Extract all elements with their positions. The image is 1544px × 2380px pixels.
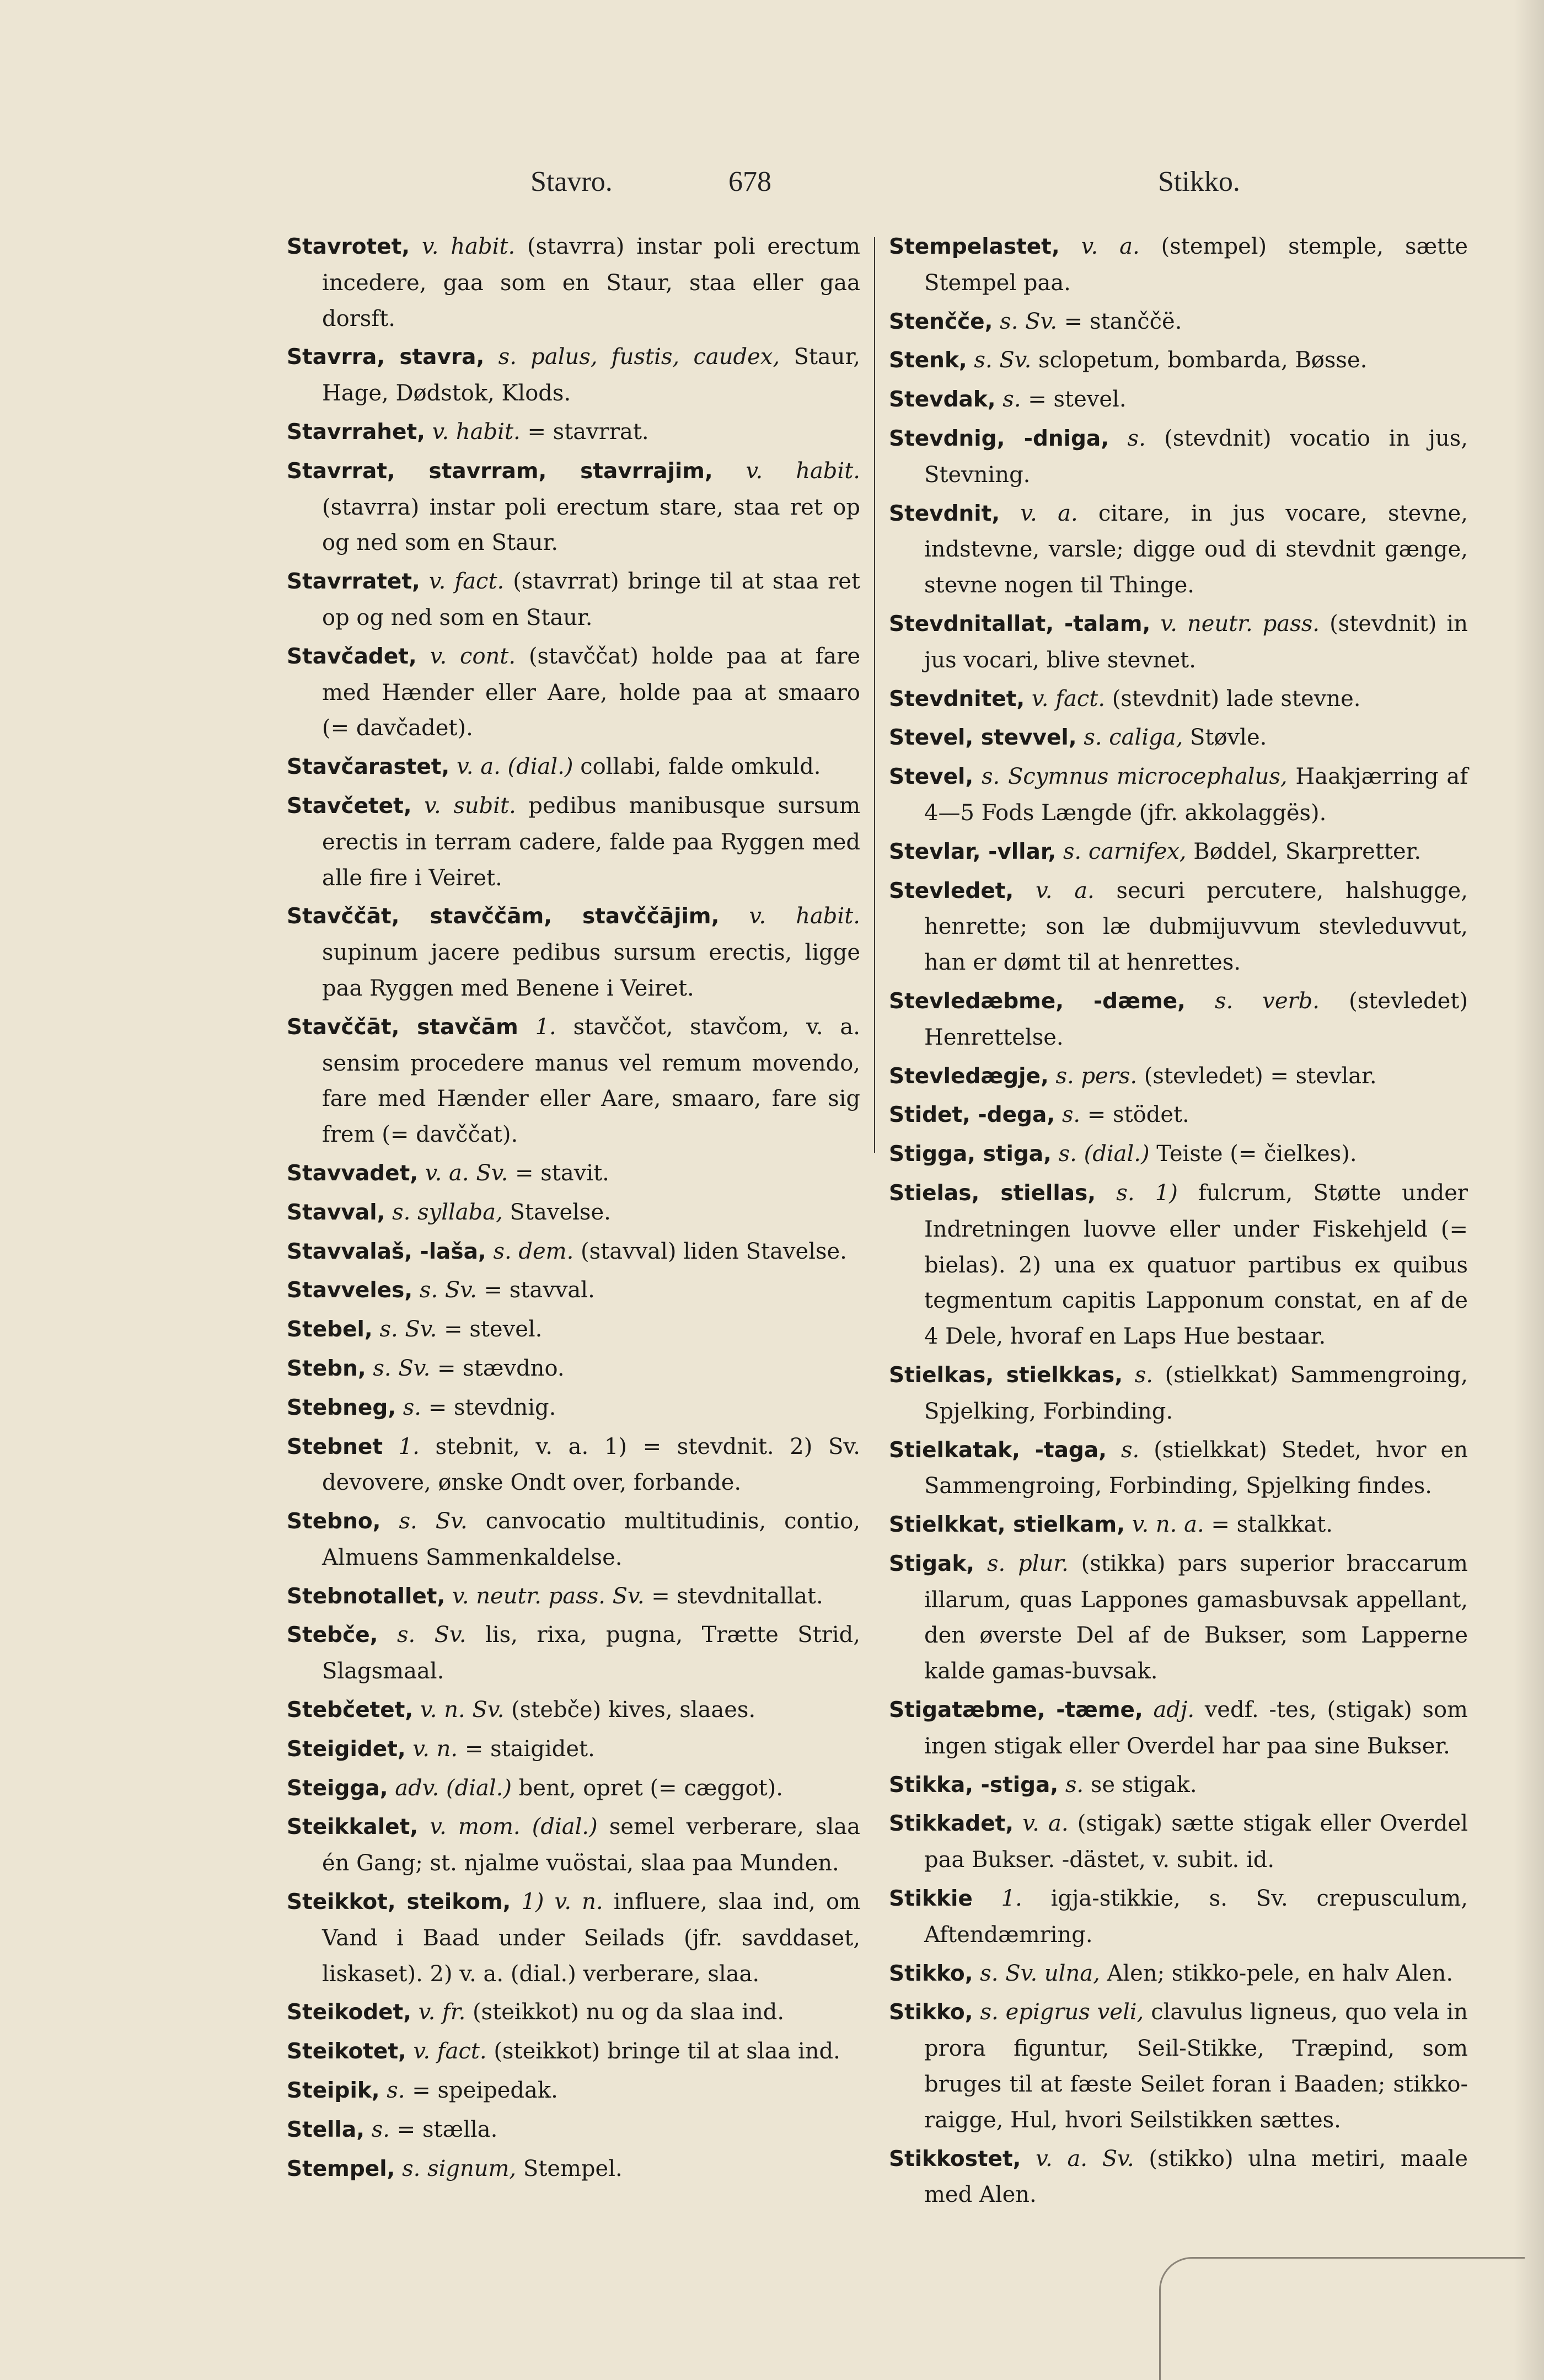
entry-grammar: s. Sv. <box>366 1355 431 1381</box>
entry-headword: Stavveles, <box>287 1278 413 1303</box>
dictionary-entry <box>889 304 1468 340</box>
entry-grammar: s. Sv. <box>412 1277 477 1303</box>
entry-headword: Steikkalet, <box>287 1815 419 1840</box>
entry-grammar: s. Sv. <box>380 1509 468 1534</box>
entry-headword: Stebel, <box>287 1317 373 1343</box>
dictionary-entry <box>889 1692 1468 1764</box>
entry-definition: = stavrrat. <box>520 419 649 445</box>
dictionary-entry <box>889 343 1468 379</box>
entry-definition: (stikko) ulna metiri, maale med Alen. <box>924 2146 1468 2208</box>
entry-headword: Steikotet, <box>287 2039 406 2065</box>
entry-definition: = stevdnig. <box>421 1394 556 1420</box>
entry-definition: Haakjærring af 4—5 Fods Længde (jfr. akkolaggës). <box>924 764 1468 826</box>
entry-definition: = stödet. <box>1080 1102 1189 1128</box>
dictionary-entry <box>287 1195 860 1231</box>
dictionary-entry <box>287 788 860 896</box>
entry-definition: = staigidet. <box>458 1736 595 1762</box>
entry-definition: (stavrrat) bringe til at staa ret op og ned som en Staur. <box>322 569 860 630</box>
entry-headword: Stebčetet, <box>287 1698 414 1723</box>
entry-grammar: s. pers. <box>1048 1063 1138 1089</box>
entry-headword: Stikkie <box>889 1886 973 1912</box>
dictionary-entry <box>287 1390 860 1426</box>
entry-grammar: v. n. <box>405 1736 458 1762</box>
entry-definition: = stanččë. <box>1057 308 1182 334</box>
dictionary-entry <box>287 1617 860 1689</box>
entry-headword: Stenčče, <box>889 309 993 334</box>
entry-grammar: s. Sv. ulna, <box>973 1960 1100 1986</box>
entry-grammar: s. <box>364 2116 390 2142</box>
entry-headword: Stavrrat, stavrram, stavrrajim, <box>287 458 713 484</box>
entry-definition: (stavrra) instar poli erectum stare, staa ret op og ned som en Staur. <box>322 494 860 556</box>
dictionary-entry <box>889 1507 1468 1543</box>
dictionary-entry <box>889 1546 1468 1689</box>
entry-definition: stavččot, stavčom, v. a. sensim procedere manus vel remum movendo, fare med Hænder eller Aare, smaaro, fare sig frem (= davččat). <box>322 1014 860 1148</box>
entry-grammar: s. Sv. <box>372 1317 437 1343</box>
entry-definition: (stevdnit) in jus vocari, blive stevnet. <box>924 611 1468 673</box>
entry-definition: = stevel. <box>1021 387 1127 413</box>
dictionary-entry <box>889 2141 1468 2213</box>
entry-headword: Stebnotallet, <box>287 1584 446 1609</box>
entry-definition: (stigak) sætte stigak eller Overdel paa Bukser. -dästet, v. subit. id. <box>924 1811 1468 1873</box>
entry-definition: (steikkot) bringe til at slaa ind. <box>486 2039 840 2065</box>
entry-grammar: s. 1) <box>1096 1180 1178 1206</box>
entry-definition: pedibus manibusque sursum erectis in terram cadere, falde paa Ryggen med alle fire i Veiret. <box>322 793 860 891</box>
entry-definition: (stebče) kives, slaaes. <box>504 1697 756 1723</box>
entry-definition: Alen; stikko-pele, en halv Alen. <box>1100 1960 1454 1986</box>
entry-headword: Stielas, stiellas, <box>889 1180 1096 1206</box>
entry-definition: igja-stikkie, s. Sv. crepusculum, Aftendæmring. <box>924 1886 1468 1948</box>
entry-definition: (stavrra) instar poli erectum incedere, gaa som en Staur, staa eller gaa dorsft. <box>322 234 860 331</box>
entry-grammar: v. n. Sv. <box>413 1697 505 1723</box>
entry-definition: (stielkkat) Stedet, hvor en Sammengroing, Forbinding, Spjelking findes. <box>924 1437 1468 1499</box>
entry-grammar: 1. <box>972 1886 1022 1912</box>
entry-grammar: s. syllaba, <box>385 1199 503 1225</box>
entry-grammar: s. (dial.) <box>1051 1141 1150 1167</box>
entry-grammar: s. plur. <box>974 1550 1069 1576</box>
dictionary-entry <box>287 1994 860 2031</box>
dictionary-entry <box>889 229 1468 301</box>
entry-grammar: s. <box>1106 1437 1140 1463</box>
entry-definition: = stavit. <box>508 1160 609 1186</box>
dictionary-entry <box>287 229 860 336</box>
dictionary-entry <box>287 1771 860 1807</box>
entry-definition: (stevdnit) lade stevne. <box>1105 686 1361 712</box>
dictionary-entry <box>287 1312 860 1348</box>
entry-headword: Steigga, <box>287 1775 388 1801</box>
entry-grammar: s. <box>379 2078 405 2104</box>
dictionary-entry <box>287 639 860 746</box>
entry-definition: supinum jacere pedibus sursum erectis, ligge paa Ryggen med Benene i Veiret. <box>322 940 860 1001</box>
entry-headword: Stevel, stevvel, <box>889 725 1077 751</box>
dictionary-entry <box>889 983 1468 1056</box>
entry-headword: Stavrra, stavra, <box>287 345 485 370</box>
dictionary-entry <box>889 1881 1468 1953</box>
entry-grammar: v. fact. <box>420 569 505 595</box>
entry-definition: Stempel. <box>516 2156 623 2181</box>
entry-headword: Stenk, <box>889 348 967 373</box>
entry-headword: Stikka, -stiga, <box>889 1772 1059 1798</box>
entry-headword: Stevlar, -vllar, <box>889 839 1057 864</box>
entry-definition: sclopetum, bombarda, Bøsse. <box>1031 347 1368 373</box>
entry-grammar: v. fact. <box>1025 686 1106 712</box>
entry-grammar: v. a. (dial.) <box>449 754 573 780</box>
entry-headword: Stigak, <box>889 1551 975 1576</box>
dictionary-entry <box>287 1579 860 1615</box>
entry-headword: Stavčetet, <box>287 793 412 819</box>
entry-grammar: s. <box>1058 1772 1084 1798</box>
entry-headword: Stavččāt, stavčām <box>287 1014 518 1040</box>
entry-grammar: v. n. a. <box>1124 1512 1204 1538</box>
entry-grammar: v. subit. <box>411 793 516 819</box>
entry-grammar: v. habit. <box>425 419 521 445</box>
dictionary-entry <box>889 834 1468 870</box>
entry-grammar: s. <box>396 1394 422 1420</box>
entry-definition: (stikka) pars superior braccarum illarum, quas Lappones gamasbuvsak appellant, den øverste Del af de Bukser, som Lapperne kalde gamas-buvsak. <box>924 1550 1468 1684</box>
entry-headword: Stavččāt, stavččām, stavččājim, <box>287 904 720 929</box>
entry-headword: Stavrotet, <box>287 234 410 259</box>
entry-grammar: v. neutr. pass. Sv. <box>445 1583 645 1609</box>
entry-grammar: v. a. Sv. <box>1021 2146 1134 2172</box>
entry-definition: influere, slaa ind, om Vand i Baad under Seilads (jfr. savddaset, liskaset). 2) v. a. (dial.) verberare, slaa. <box>322 1889 860 1987</box>
entry-definition: securi percutere, halshugge, henrette; son læ dubmijuvvum stevleduvvut, han er dømt til at henrettes. <box>924 878 1468 976</box>
dictionary-entry <box>889 1357 1468 1430</box>
header-right-guideword: Stikko. <box>1158 166 1240 197</box>
entry-headword: Stebče, <box>287 1623 378 1648</box>
dictionary-entry <box>889 382 1468 418</box>
entry-definition: collabi, falde omkuld. <box>573 754 821 780</box>
entry-headword: Stavrrahet, <box>287 419 425 445</box>
entry-grammar: s. Sv. <box>378 1622 467 1648</box>
entry-definition: Stavelse. <box>502 1199 611 1225</box>
entry-headword: Stikkadet, <box>889 1811 1014 1837</box>
dictionary-entry <box>889 1956 1468 1992</box>
entry-definition: (steikkot) nu og da slaa ind. <box>465 1999 785 2025</box>
dictionary-entry <box>287 1009 860 1153</box>
dictionary-entry <box>889 1097 1468 1133</box>
entry-definition: = stevel. <box>437 1317 543 1343</box>
entry-headword: Stevledægje, <box>889 1063 1049 1089</box>
dictionary-entry <box>287 1156 860 1192</box>
entry-headword: Steikodet, <box>287 2000 412 2025</box>
entry-definition: = speipedak. <box>405 2078 558 2104</box>
entry-definition: Bøddel, Skarpretter. <box>1186 838 1422 864</box>
dictionary-entry <box>889 1175 1468 1355</box>
entry-headword: Stikkostet, <box>889 2146 1021 2172</box>
entry-definition: (stavččat) holde paa at fare med Hænder eller Aare, holde paa at smaaro (= davčadet). <box>322 643 860 741</box>
entry-headword: Stevdak, <box>889 387 996 413</box>
entry-grammar: s. verb. <box>1185 988 1320 1014</box>
dictionary-entry <box>287 1731 860 1768</box>
entry-definition: Teiste (= čielkes). <box>1149 1141 1357 1167</box>
entry-grammar: s. <box>1123 1362 1153 1388</box>
dictionary-entry <box>287 453 860 561</box>
entry-grammar: v. a. <box>1014 1811 1069 1837</box>
entry-headword: Stempelastet, <box>889 234 1060 259</box>
entry-grammar: v. a. <box>1000 500 1078 526</box>
dictionary-entry <box>287 1272 860 1309</box>
entry-headword: Stella, <box>287 2117 365 2142</box>
entry-headword: Stevdnit, <box>889 501 1000 526</box>
dictionary-entry <box>287 749 860 785</box>
entry-grammar: v. habit. <box>719 903 860 929</box>
entry-definition: Støvle. <box>1183 725 1267 751</box>
entry-headword: Stikko, <box>889 2000 973 2025</box>
entry-headword: Stavvadet, <box>287 1160 419 1186</box>
dictionary-entry <box>889 759 1468 831</box>
entry-headword: Stavrratet, <box>287 569 420 595</box>
dictionary-entry <box>287 2112 860 2148</box>
entry-grammar: s. caliga, <box>1076 725 1183 751</box>
dictionary-entry <box>287 339 860 411</box>
entry-headword: Stielkkat, stielkam, <box>889 1512 1125 1538</box>
entry-definition: (stielkkat) Sammengroing, Spjelking, Forbinding. <box>924 1362 1468 1424</box>
dictionary-entry <box>287 1351 860 1387</box>
entry-grammar: s. Sv. <box>993 308 1058 334</box>
entry-grammar: s. <box>995 387 1021 413</box>
entry-headword: Stavvalaš, -laša, <box>287 1239 486 1264</box>
entry-headword: Stavčarastet, <box>287 755 450 780</box>
dictionary-entry <box>889 681 1468 718</box>
entry-headword: Stigatæbme, -tæme, <box>889 1698 1143 1723</box>
entry-definition: bent, opret (= cæggot). <box>511 1775 784 1801</box>
entry-definition: = stævdno. <box>430 1355 565 1381</box>
entry-headword: Steikkot, steikom, <box>287 1890 511 1915</box>
entry-headword: Stevdnitallat, -talam, <box>889 611 1151 637</box>
dictionary-entry <box>889 496 1468 603</box>
right-column <box>889 229 1468 2216</box>
entry-grammar: s. epigrus veli, <box>973 1999 1144 2025</box>
entry-headword: Stidet, -dega, <box>889 1103 1055 1128</box>
entry-definition: stebnit, v. a. 1) = stevdnit. 2) Sv. devovere, ønske Ondt over, forbande. <box>322 1434 860 1496</box>
entry-grammar: v. neutr. pass. <box>1150 611 1320 637</box>
dictionary-entry <box>287 1429 860 1501</box>
entry-headword: Steigidet, <box>287 1736 406 1762</box>
entry-headword: Stavčadet, <box>287 644 417 669</box>
entry-grammar: 1) v. n. <box>511 1889 603 1915</box>
entry-headword: Stielkatak, -taga, <box>889 1437 1107 1463</box>
entry-definition: (stevledet) Henrettelse. <box>924 988 1468 1050</box>
entry-grammar: v. habit. <box>410 234 516 259</box>
dictionary-entry <box>889 1994 1468 2138</box>
entry-definition: canvocatio multitudinis, contio, Almuens Sammenkaldelse. <box>322 1509 861 1570</box>
entry-definition: vedf. -tes, (stigak) som ingen stigak eller Overdel har paa sine Bukser. <box>924 1697 1468 1759</box>
entry-grammar: s. signum, <box>395 2156 517 2181</box>
header-left-guideword: Stavro. <box>530 166 613 197</box>
entry-definition: (stavval) liden Stavelse. <box>573 1238 847 1264</box>
entry-definition: = stalkkat. <box>1204 1512 1333 1538</box>
entry-grammar: 1. <box>518 1014 556 1040</box>
entry-grammar: v. fact. <box>406 2039 487 2065</box>
entry-grammar: s. Scymnus microcephalus, <box>973 764 1288 790</box>
entry-grammar: v. a. <box>1059 234 1140 259</box>
entry-headword: Stevdnig, -dniga, <box>889 426 1109 451</box>
entry-definition: (stevledet) = stevlar. <box>1137 1063 1377 1089</box>
running-header <box>0 165 1544 210</box>
entry-grammar: v. fr. <box>411 1999 466 2025</box>
entry-grammar: adv. (dial.) <box>388 1775 512 1801</box>
entry-grammar: v. a. Sv. <box>418 1160 508 1186</box>
entry-grammar: v. mom. (dial.) <box>418 1814 598 1840</box>
dictionary-entry <box>287 2034 860 2070</box>
entry-headword: Stevledet, <box>889 878 1014 903</box>
entry-headword: Stikko, <box>889 1961 973 1986</box>
entry-grammar: s. palus, fustis, caudex, <box>484 344 780 370</box>
entry-headword: Steipik, <box>287 2078 380 2104</box>
entry-headword: Stevel, <box>889 764 974 790</box>
entry-grammar: s. dem. <box>486 1238 574 1264</box>
dictionary-entry <box>889 1767 1468 1804</box>
dictionary-entry <box>287 1504 860 1576</box>
dictionary-entry <box>287 414 860 451</box>
column-divider <box>874 237 875 1153</box>
entry-definition: (stevdnit) vocatio in jus, Stevning. <box>924 425 1468 488</box>
left-column <box>287 229 860 2190</box>
entry-definition: Staur, Hage, Dødstok, Klods. <box>322 344 860 407</box>
dictionary-entry <box>889 421 1468 493</box>
entry-definition: clavulus ligneus, quo vela in prora figuntur, Seil-Stikke, Træpind, som bruges til at fæste Seilet foran i Baaden; stikko-raigge, Hul, hvori Seilstikken sættes. <box>924 1999 1468 2133</box>
dictionary-entry <box>287 1809 860 1881</box>
entry-grammar: 1. <box>382 1434 420 1459</box>
dictionary-entry <box>287 1234 860 1270</box>
entry-headword: Stempel, <box>287 2156 395 2181</box>
entry-definition: citare, in jus vocare, stevne, indstevne, varsle; digge oud di stevdnit gænge, stevne nogen til Thinge. <box>924 500 1468 598</box>
dictionary-entry <box>287 898 860 1006</box>
entry-headword: Stigga, stiga, <box>889 1142 1052 1167</box>
dictionary-entry <box>889 1136 1468 1173</box>
entry-grammar: v. a. <box>1014 878 1095 903</box>
dictionary-entry <box>287 2151 860 2188</box>
dictionary-entry <box>287 2073 860 2109</box>
page-number: 678 <box>728 166 771 197</box>
dictionary-entry <box>287 564 860 636</box>
dictionary-entry <box>889 1432 1468 1505</box>
entry-headword: Stielkas, stielkkas, <box>889 1362 1123 1388</box>
dictionary-entry <box>287 1884 860 1992</box>
entry-headword: Stebno, <box>287 1509 381 1534</box>
entry-headword: Stevdnitet, <box>889 686 1025 712</box>
dictionary-entry <box>889 873 1468 981</box>
entry-definition: = stavval. <box>476 1277 595 1303</box>
dictionary-entry <box>889 1058 1468 1095</box>
entry-grammar: v. habit. <box>712 458 860 484</box>
entry-grammar: adj. <box>1143 1697 1195 1723</box>
entry-definition: semel verberare, slaa én Gang; st. njalme vuöstai, slaa paa Munden. <box>322 1814 860 1876</box>
entry-grammar: s. Sv. <box>967 347 1032 373</box>
entry-definition: se stigak. <box>1084 1772 1197 1798</box>
dictionary-entry <box>889 720 1468 756</box>
entry-headword: Stevledæbme, -dæme, <box>889 988 1186 1014</box>
entry-definition: = stevdnitallat. <box>644 1583 823 1609</box>
page-corner-bracket <box>1159 2257 1525 2380</box>
entry-grammar: s. <box>1055 1102 1081 1128</box>
entry-headword: Stebneg, <box>287 1395 396 1420</box>
dictionary-entry <box>287 1692 860 1729</box>
entry-grammar: s. <box>1109 425 1146 451</box>
entry-headword: Stebn, <box>287 1356 366 1381</box>
entry-definition: = stælla. <box>390 2116 498 2142</box>
entry-definition: fulcrum, Støtte under Indretningen luovve eller under Fiskehjeld (= bielas). 2) una ex quatuor partibus ex quibus tegmentum capitis Lapponum constat, en af de 4 Dele, hvoraf en Laps Hue bestaar. <box>924 1180 1468 1350</box>
entry-definition: (stempel) stemple, sætte Stempel paa. <box>924 234 1468 296</box>
entry-grammar: s. carnifex, <box>1056 838 1187 864</box>
entry-headword: Stebnet <box>287 1434 383 1459</box>
entry-grammar: v. cont. <box>416 643 516 669</box>
dictionary-entry <box>889 1806 1468 1878</box>
entry-definition: lis, rixa, pugna, Trætte Strid, Slagsmaal. <box>322 1622 861 1684</box>
entry-headword: Stavval, <box>287 1200 385 1225</box>
dictionary-entry <box>889 606 1468 678</box>
